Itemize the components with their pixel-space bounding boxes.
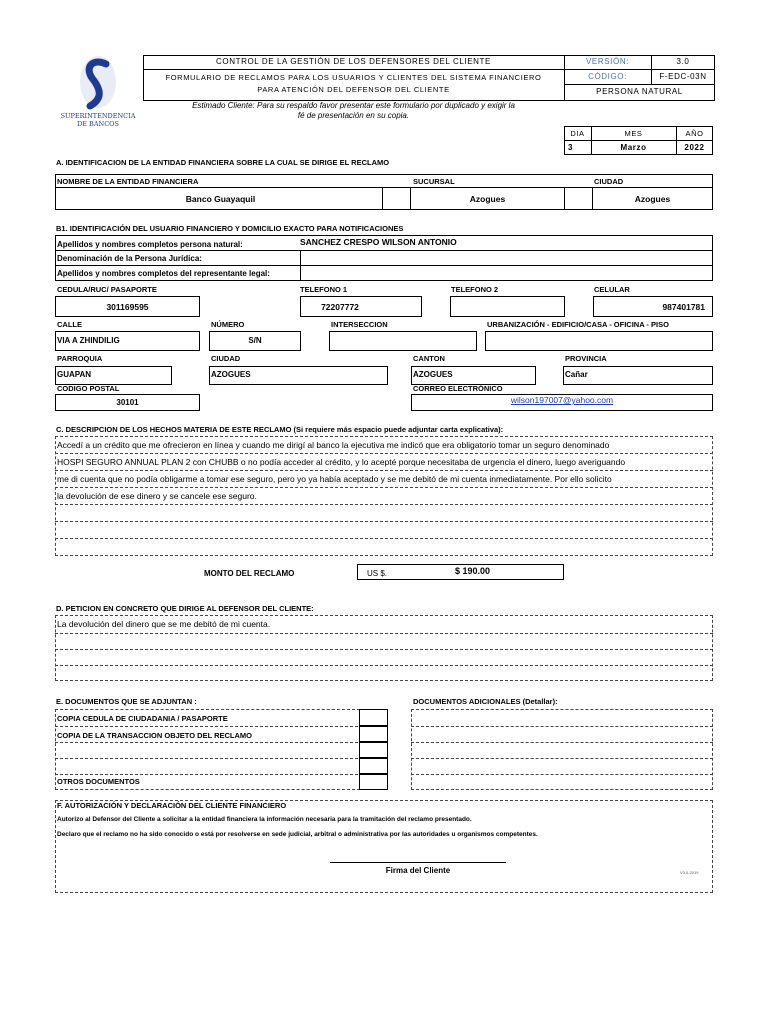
parish-value: GUAPAN: [57, 370, 92, 379]
petition-line: La devolución del dinero que se me debitó de mi cuenta.: [57, 619, 271, 629]
doc-checkbox[interactable]: [359, 709, 388, 726]
person-type: PERSONA NATURAL: [596, 87, 683, 96]
cell-label: CELULAR: [594, 285, 630, 294]
amount-value: $ 190.00: [455, 566, 491, 576]
logo-text-2: DE BANCOS: [77, 120, 119, 128]
form-control-title: CONTROL DE LA GESTIÓN DE LOS DEFENSORES DEL CLIENTE: [216, 57, 491, 66]
code-value: F-EDC-03N: [659, 72, 707, 81]
section-e-title: E. DOCUMENTOS QUE SE ADJUNTAN :: [56, 697, 197, 706]
currency-label: US $.: [367, 569, 388, 578]
branch-label: SUCURSAL: [413, 177, 455, 186]
signature-label: Firma del Cliente: [385, 866, 451, 875]
canton-label: CANTON: [413, 354, 445, 363]
postal-label: CODIGO POSTAL: [57, 384, 120, 393]
id-label: CEDULA/RUC/ PASAPORTE: [57, 285, 157, 294]
description-line: Accedí a un crédito que me ofrecieron en línea y cuando me dirigí al banco la ejecutiva me indicó que era obligatorio tomar un seguro denominado: [57, 440, 610, 450]
superintendencia-logo-icon: [58, 54, 138, 114]
phone1-value: 72207772: [321, 302, 359, 312]
number-value: S/N: [248, 336, 262, 345]
year-label: AÑO: [685, 129, 704, 138]
year-value[interactable]: 2022: [684, 143, 705, 152]
authorization-line-1: Autorizo al Defensor del Cliente a solicitar a la entidad financiera la información necesaria para la tramitación del reclamo presentado.: [57, 816, 472, 823]
section-c-title: C. DESCRIPCION DE LOS HECHOS MATERIA DE ESTE RECLAMO (Si requiere más espacio puede adjuntar carta explicativa):: [56, 425, 504, 434]
logo: [58, 54, 138, 134]
doc-checkbox[interactable]: [359, 726, 388, 742]
section-b-title: B1. IDENTIFICACIÓN DEL USUARIO FINANCIERO Y DOMICILIO EXACTO PARA NOTIFICACIONES: [56, 224, 404, 233]
intersection-field[interactable]: [329, 331, 477, 351]
note-line-1: Estimado Cliente: Para su respaldo favor presentar este formulario por duplicado y exigir la: [192, 101, 515, 110]
phone2-field[interactable]: [450, 296, 565, 317]
version-label: VERSIÓN:: [585, 57, 630, 66]
name-label: Apellidos y nombres completos persona natural:: [57, 240, 243, 249]
email-label: CORREO ELECTRÓNICO: [413, 384, 503, 393]
description-line: HOSPI SEGURO ANNUAL PLAN 2 con CHUBB o no podía acceder al crédito, y lo acepté porque necesitaba de urgencia el dinero, luego averiguando: [57, 457, 626, 467]
number-label: NÚMERO: [211, 320, 245, 329]
postal-value: 30101: [116, 398, 139, 407]
section-a-title: A. IDENTIFICACION DE LA ENTIDAD FINANCIERA SOBRE LA CUAL SE DIRIGE EL RECLAMO: [56, 158, 390, 167]
branch-value: Azogues: [469, 194, 506, 204]
signature-line[interactable]: [330, 862, 506, 863]
city-value-b: AZOGUES: [211, 370, 251, 379]
city-label-b: CIUDAD: [211, 354, 241, 363]
doc-checkbox[interactable]: [359, 742, 388, 758]
street-label: CALLE: [57, 320, 82, 329]
doc-checkbox[interactable]: [359, 774, 388, 790]
entity-value: Banco Guayaquil: [185, 194, 256, 204]
version-value: 3.0: [676, 57, 690, 66]
rep-label: Apellidos y nombres completos del representante legal:: [57, 269, 270, 278]
email-value[interactable]: wilson197007@yahoo.com: [510, 395, 614, 405]
street-value: VIA A ZHINDILIG: [57, 336, 120, 345]
day-value[interactable]: 3: [568, 143, 573, 152]
authorization-line-2: Declaro que el reclamo no ha sido conocido o está por resolverse en sede judicial, arbitral o administrativa por las autoridades u organismos competentes.: [57, 831, 538, 838]
month-label: MES: [624, 129, 643, 138]
section-d-title: D. PETICION EN CONCRETO QUE DIRIGE AL DEFENSOR DEL CLIENTE:: [56, 604, 314, 613]
form-title-line1: FORMULARIO DE RECLAMOS PARA LOS USUARIOS Y CLIENTES DEL SISTEMA FINANCIERO: [165, 73, 542, 82]
code-label: CÓDIGO:: [588, 72, 627, 81]
doc-item: OTROS DOCUMENTOS: [57, 777, 140, 786]
phone1-label: TELEFONO 1: [300, 285, 348, 294]
doc-item: COPIA CEDULA DE CIUDADANIA / PASAPORTE: [57, 714, 228, 723]
phone2-label: TELEFONO 2: [451, 285, 499, 294]
logo-text-1: SUPERINTENDENCIA: [60, 112, 136, 120]
city-label-a: CIUDAD: [594, 177, 624, 186]
city-value-a: Azogues: [634, 194, 671, 204]
name-value[interactable]: SANCHEZ CRESPO WILSON ANTONIO: [300, 237, 457, 247]
urb-label: URBANIZACIÓN - EDIFICIO/CASA - OFICINA - PISO: [487, 320, 669, 329]
cell-value: 987401781: [662, 302, 705, 312]
description-line: me di cuenta que no podía obligarme a tomar ese seguro, pero yo ya había aceptado y se me debitó de mi cuenta inmediatamente. Por ello solicito: [57, 474, 612, 484]
entity-label: NOMBRE DE LA ENTIDAD FINANCIERA: [57, 177, 199, 186]
month-value[interactable]: Marzo: [620, 143, 647, 152]
doc-item: COPIA DE LA TRANSACCION OBJETO DEL RECLAMO: [57, 731, 253, 740]
province-value: Cañar: [565, 370, 588, 379]
amount-label: MONTO DEL RECLAMO: [204, 569, 295, 578]
section-f-title: F. AUTORIZACIÓN Y DECLARACIÓN DEL CLIENTE FINANCIERO: [57, 801, 287, 810]
description-line: la devolución de ese dinero y se cancele ese seguro.: [57, 491, 257, 501]
urb-field[interactable]: [485, 331, 713, 351]
day-label: DIA: [570, 129, 585, 138]
extra-docs-area[interactable]: [411, 709, 713, 790]
note-line-2: fé de presentación en su copia.: [297, 111, 410, 120]
doc-checkbox[interactable]: [359, 758, 388, 774]
parish-label: PARROQUIA: [57, 354, 103, 363]
intersection-label: INTERSECCION: [331, 320, 388, 329]
footer-code: V3.0-2019: [680, 870, 699, 875]
extra-docs-title: DOCUMENTOS ADICIONALES (Detallar):: [413, 697, 558, 706]
province-label: PROVINCIA: [565, 354, 607, 363]
legal-label: Denominación de la Persona Jurídica:: [57, 254, 202, 263]
authorization-box: [55, 800, 713, 893]
form-title-line2: PARA ATENCIÓN DEL DEFENSOR DEL CLIENTE: [257, 85, 450, 94]
id-value: 301169595: [106, 302, 149, 312]
canton-value: AZOGUES: [413, 370, 453, 379]
